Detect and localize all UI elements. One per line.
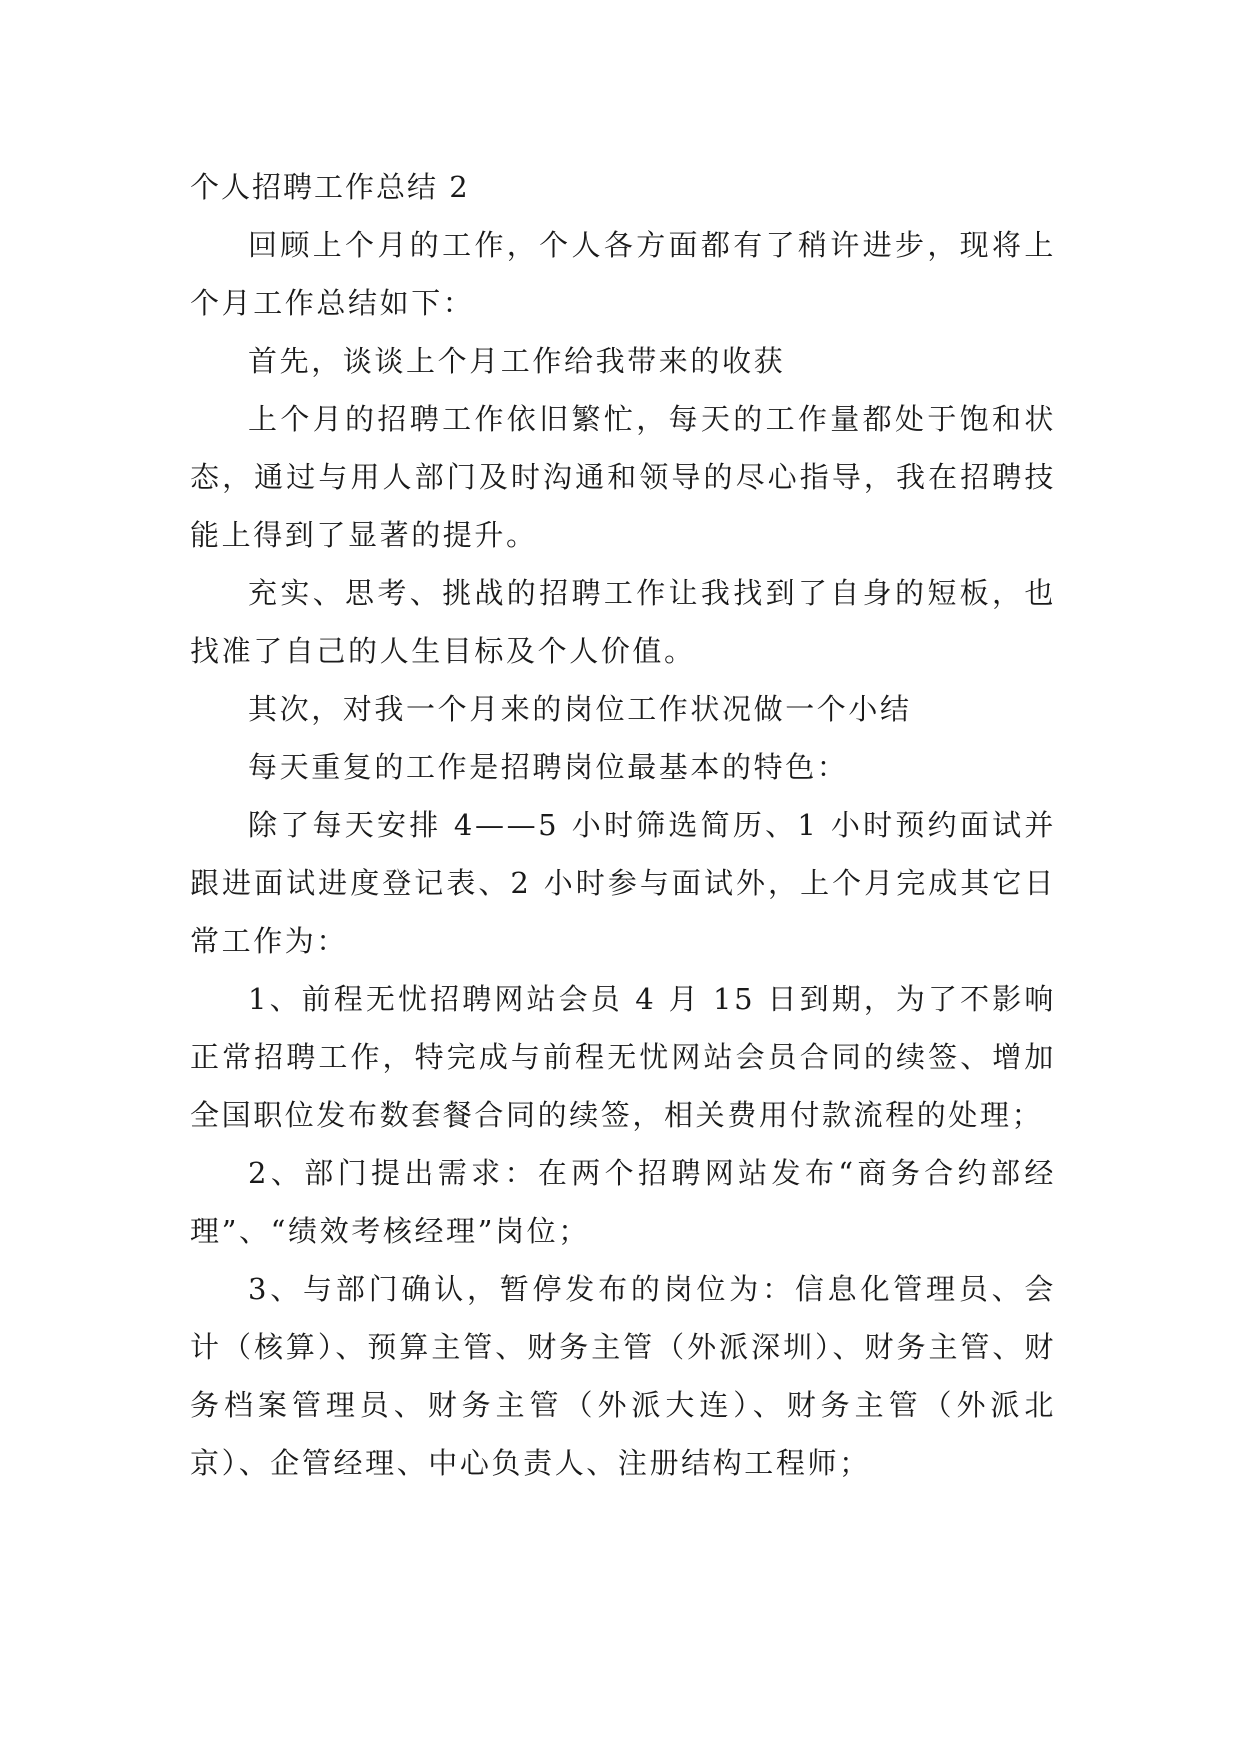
paragraph-busy-work: 上个月的招聘工作依旧繁忙，每天的工作量都处于饱和状态，通过与用人部门及时沟通和领导的尽心指导，我在招聘技能上得到了显著的提升。 xyxy=(190,402,1056,552)
paragraph-first-heading: 首先，谈谈上个月工作给我带来的收获 xyxy=(248,344,786,378)
paragraph-item-2: 2、部门提出需求：在两个招聘网站发布“商务合约部经理”、“绩效考核经理”岗位； xyxy=(190,1156,1056,1248)
paragraph-second-heading: 其次，对我一个月来的岗位工作状况做一个小结 xyxy=(248,692,912,726)
paragraph-schedule: 除了每天安排 4——5 小时筛选简历、1 小时预约面试并跟进面试进度登记表、2 小时参与面试外，上个月完成其它日常工作为： xyxy=(190,808,1056,958)
paragraph-item-1: 1、前程无忧招聘网站会员 4 月 15 日到期，为了不影响正常招聘工作，特完成与前程无忧网站会员合同的续签、增加全国职位发布数套餐合同的续签，相关费用付款流程的处理； xyxy=(190,982,1056,1132)
document-page xyxy=(190,158,1056,1492)
paragraph-challenge: 充实、思考、挑战的招聘工作让我找到了自身的短板，也找准了自己的人生目标及个人价值。 xyxy=(190,576,1056,668)
paragraph-item-3: 3、与部门确认，暂停发布的岗位为：信息化管理员、会计（核算）、预算主管、财务主管（外派深圳）、财务主管、财务档案管理员、财务主管（外派大连）、财务主管（外派北京）、企管经理、中心负责人、注册结构工程师； xyxy=(190,1272,1056,1480)
paragraph-review: 回顾上个月的工作，个人各方面都有了稍许进步，现将上个月工作总结如下： xyxy=(190,228,1056,320)
document-title: 个人招聘工作总结 2 xyxy=(190,170,470,204)
paragraph-daily-work: 每天重复的工作是招聘岗位最基本的特色： xyxy=(248,750,849,784)
